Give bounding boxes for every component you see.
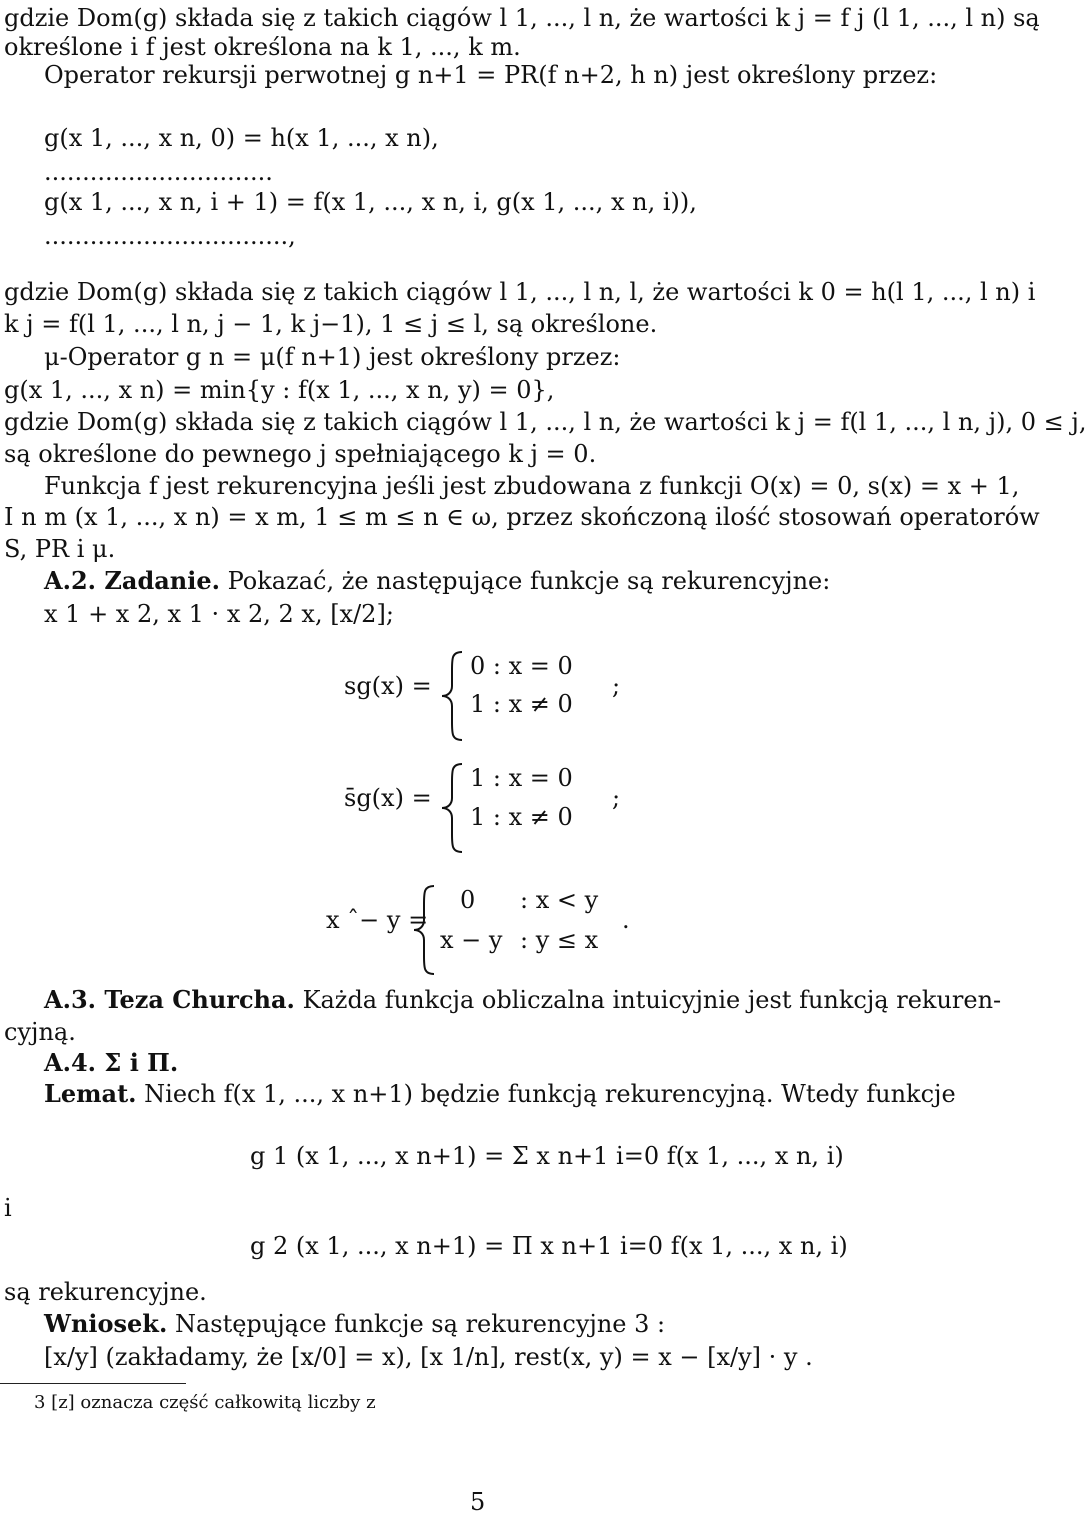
text-line-16: S, PR i μ. <box>4 535 116 563</box>
equation-g-step: g(x 1, ..., x n, i + 1) = f(x 1, ..., x n, i, g(x 1, ..., x n, i)), <box>44 188 697 216</box>
dots-line-2: ................................, <box>44 222 296 250</box>
corollary-heading: Wniosek. <box>44 1309 168 1338</box>
section-a2-heading: A.2. Zadanie. <box>44 566 220 595</box>
sgbar-case-2: 1 : x ≠ 0 <box>470 803 573 831</box>
footnote-rule <box>0 1383 186 1384</box>
corollary-text: Następujące funkcje są rekurencyjne 3 : <box>174 1310 666 1338</box>
monus-case-2-value: x − y <box>440 926 503 954</box>
equation-g-base: g(x 1, ..., x n, 0) = h(x 1, ..., x n), <box>44 124 439 152</box>
text-line-mu-operator: μ-Operator g n = μ(f n+1) jest określony przez: <box>44 343 621 371</box>
sg-case-2: 1 : x ≠ 0 <box>470 690 573 718</box>
sgbar-case-1: 1 : x = 0 <box>470 764 573 792</box>
sg-case-1: 0 : x = 0 <box>470 652 573 680</box>
equation-g1-sum: g 1 (x 1, ..., x n+1) = Σ x n+1 i=0 f(x 1, ..., x n, i) <box>250 1142 844 1170</box>
left-brace-sg <box>440 650 466 742</box>
text-line-15: I n m (x 1, ..., x n) = x m, 1 ≤ m ≤ n ∈ ω, przez skończoną ilość stosowań operatorów <box>4 503 1040 531</box>
conjunction-i: i <box>4 1194 12 1222</box>
lemma-text: Niech f(x 1, ..., x n+1) będzie funkcją rekurencyjną. Wtedy funkcje <box>144 1080 956 1108</box>
text-line-cyjna: cyjną. <box>4 1018 76 1046</box>
sgbar-end: ; <box>612 784 621 812</box>
text-line-1: gdzie Dom(g) składa się z takich ciągów l 1, ..., l n, że wartości k j = f j (l 1, ..., l n) są <box>4 4 1040 32</box>
text-line-14: Funkcja f jest rekurencyjna jeśli jest zbudowana z funkcji O(x) = 0, s(x) = x + 1, <box>44 472 1020 500</box>
sgbar-lhs: s̄g(x) = <box>344 784 432 812</box>
text-line-13: są określone do pewnego j spełniającego k j = 0. <box>4 440 597 468</box>
monus-case-2-cond: : y ≤ x <box>520 926 599 954</box>
monus-case-1-cond: : x < y <box>520 886 599 914</box>
lemma-line <box>44 1080 956 1108</box>
functions-list: x 1 + x 2, x 1 · x 2, 2 x, [x/2]; <box>44 600 394 628</box>
sg-lhs: sg(x) = <box>344 672 432 700</box>
section-a3 <box>44 985 1002 1014</box>
dots-line-1: .............................. <box>44 158 273 186</box>
corollary-functions: [x/y] (zakładamy, że [x/0] = x), [x 1/n], rest(x, y) = x − [x/y] · y . <box>44 1343 813 1371</box>
corollary-line <box>44 1310 665 1338</box>
left-brace-sgbar <box>440 762 466 854</box>
text-line-rekurencyjne: są rekurencyjne. <box>4 1278 207 1306</box>
sg-end: ; <box>612 672 621 700</box>
monus-case-1-value: 0 <box>460 886 476 914</box>
section-a3-heading: A.3. Teza Churcha. <box>44 985 295 1014</box>
text-line-8: gdzie Dom(g) składa się z takich ciągów l 1, ..., l n, l, że wartości k 0 = h(l 1, ..., l n) i <box>4 278 1036 306</box>
section-a2-text: Pokazać, że następujące funkcje są rekurencyjne: <box>227 567 831 595</box>
left-brace-monus <box>412 884 438 976</box>
page-number: 5 <box>470 1488 486 1516</box>
footnote-text: 3 [z] oznacza część całkowitą liczby z <box>34 1392 376 1413</box>
text-line-12: gdzie Dom(g) składa się z takich ciągów l 1, ..., l n, że wartości k j = f(l 1, ..., l n, j), 0 ≤ j, <box>4 408 1086 436</box>
section-a4-heading: A.4. Σ i Π. <box>44 1048 179 1077</box>
text-line-primitive-recursion: Operator rekursji perwotnej g n+1 = PR(f n+2, h n) jest określony przez: <box>44 61 938 89</box>
monus-lhs: x ˆ− y = <box>326 906 429 934</box>
lemma-heading: Lemat. <box>44 1079 137 1108</box>
text-line-2: określone i f jest określona na k 1, ..., k m. <box>4 33 521 61</box>
section-a2 <box>44 567 830 595</box>
text-line-9: k j = f(l 1, ..., l n, j − 1, k j−1), 1 ≤ j ≤ l, są określone. <box>4 310 658 338</box>
equation-g2-product: g 2 (x 1, ..., x n+1) = Π x n+1 i=0 f(x 1, ..., x n, i) <box>250 1232 848 1260</box>
equation-mu-min: g(x 1, ..., x n) = min{y : f(x 1, ..., x n, y) = 0}, <box>4 376 555 404</box>
monus-end: . <box>622 906 630 934</box>
section-a3-text: Każda funkcja obliczalna intuicyjnie jest funkcją rekuren- <box>302 986 1002 1014</box>
